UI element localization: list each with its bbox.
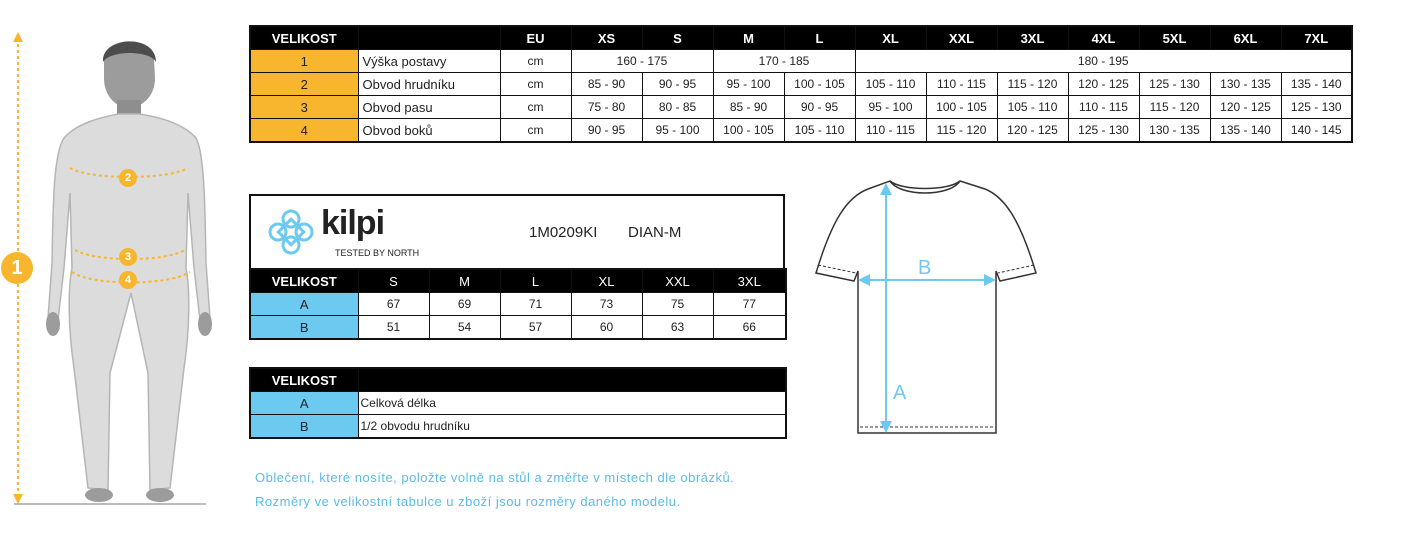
table-cell: 85 - 90: [713, 96, 784, 119]
row-description: 1/2 obvodu hrudníku: [358, 415, 786, 439]
product-code: 1M0209KI: [529, 224, 598, 241]
row-number: 3: [250, 96, 358, 119]
table-cell: 100 - 105: [713, 119, 784, 143]
height-range-xl-7xl: 180 - 195: [855, 50, 1352, 73]
table-cell: 130 - 135: [1210, 73, 1281, 96]
table-cell: 69: [429, 293, 500, 316]
table-cell: 51: [358, 316, 429, 340]
tshirt-diagram: [810, 175, 1045, 443]
table-cell: 115 - 120: [1139, 96, 1210, 119]
brand-tagline: TESTED BY NORTH: [335, 248, 420, 258]
table-cell: 60: [571, 316, 642, 340]
header-7xl: 7XL: [1281, 26, 1352, 50]
note-line-1: Oblečení, které nosíte, položte volně na stůl a změřte v místech dle obrázků.: [255, 470, 735, 485]
row-number: 1: [250, 50, 358, 73]
table-row: [250, 96, 1352, 119]
header-xxl: XXL: [926, 26, 997, 50]
table-cell: 75 - 80: [571, 96, 642, 119]
table-cell: 100 - 105: [784, 73, 855, 96]
table-cell: 95 - 100: [855, 96, 926, 119]
table-cell: 75: [642, 293, 713, 316]
table-cell: 73: [571, 293, 642, 316]
shirt-label-b: B: [918, 257, 932, 279]
header-blank: [358, 26, 500, 50]
table-cell: 67: [358, 293, 429, 316]
table-cell: 125 - 130: [1281, 96, 1352, 119]
table-cell: 120 - 125: [997, 119, 1068, 143]
table-cell: 140 - 145: [1281, 119, 1352, 143]
table-cell: 135 - 140: [1281, 73, 1352, 96]
row-label: Obvod pasu: [358, 96, 500, 119]
table-cell: 115 - 120: [926, 119, 997, 143]
brand-name: kilpi: [321, 204, 385, 242]
header-xl: XL: [571, 269, 642, 293]
header-5xl: 5XL: [1139, 26, 1210, 50]
table-row: [250, 293, 786, 316]
header-s: S: [358, 269, 429, 293]
header-xxl: XXL: [642, 269, 713, 293]
header-l: L: [784, 26, 855, 50]
table-row: [250, 119, 1352, 143]
row-unit: cm: [500, 73, 571, 96]
product-model: DIAN-M: [628, 224, 682, 241]
shirt-label-a: A: [893, 382, 907, 404]
row-label: A: [250, 392, 358, 415]
size-table: [249, 25, 1353, 143]
table-cell: 110 - 115: [926, 73, 997, 96]
header-blank: [358, 368, 786, 392]
celtic-knot-icon: [265, 206, 317, 258]
header-l: L: [500, 269, 571, 293]
header-s: S: [642, 26, 713, 50]
row-label: B: [250, 415, 358, 439]
legend-table-header: [250, 368, 786, 392]
table-cell: 95 - 100: [642, 119, 713, 143]
header-eu: EU: [500, 26, 571, 50]
table-cell: 54: [429, 316, 500, 340]
header-xl: XL: [855, 26, 926, 50]
brand-box: [249, 194, 785, 268]
row-unit: cm: [500, 119, 571, 143]
legend-table: [249, 367, 787, 439]
product-table-header: [250, 269, 786, 293]
table-cell: 95 - 100: [713, 73, 784, 96]
table-cell: 105 - 110: [997, 96, 1068, 119]
row-label: Obvod boků: [358, 119, 500, 143]
product-table: [249, 268, 787, 340]
table-cell: 77: [713, 293, 786, 316]
header-velikost: VELIKOST: [250, 26, 358, 50]
table-cell: 80 - 85: [642, 96, 713, 119]
table-cell: 90 - 95: [784, 96, 855, 119]
table-row: [250, 392, 786, 415]
table-cell: 125 - 130: [1139, 73, 1210, 96]
header-6xl: 6XL: [1210, 26, 1281, 50]
table-row: [250, 50, 1352, 73]
table-cell: 105 - 110: [784, 119, 855, 143]
height-range-m-l: 170 - 185: [713, 50, 855, 73]
marker-1: 1: [1, 252, 33, 284]
header-m: M: [429, 269, 500, 293]
marker-3: 3: [119, 248, 137, 266]
header-3xl: 3XL: [713, 269, 786, 293]
table-cell: 85 - 90: [571, 73, 642, 96]
row-number: 2: [250, 73, 358, 96]
note-line-2: Rozměry ve velikostní tabulce u zboží jsou rozměry daného modelu.: [255, 494, 681, 509]
table-cell: 115 - 120: [997, 73, 1068, 96]
table-cell: 130 - 135: [1139, 119, 1210, 143]
table-row: [250, 73, 1352, 96]
row-unit: cm: [500, 96, 571, 119]
header-velikost: VELIKOST: [250, 269, 358, 293]
header-xs: XS: [571, 26, 642, 50]
row-unit: cm: [500, 50, 571, 73]
row-number: 4: [250, 119, 358, 143]
row-label: A: [250, 293, 358, 316]
header-3xl: 3XL: [997, 26, 1068, 50]
row-label: B: [250, 316, 358, 340]
table-cell: 90 - 95: [642, 73, 713, 96]
table-cell: 90 - 95: [571, 119, 642, 143]
table-cell: 66: [713, 316, 786, 340]
table-cell: 120 - 125: [1210, 96, 1281, 119]
table-row: [250, 316, 786, 340]
header-velikost: VELIKOST: [250, 368, 358, 392]
height-range-xs-s: 160 - 175: [571, 50, 713, 73]
row-description: Celková délka: [358, 392, 786, 415]
table-cell: 110 - 115: [855, 119, 926, 143]
size-table-header: [250, 26, 1352, 50]
table-cell: 110 - 115: [1068, 96, 1139, 119]
header-4xl: 4XL: [1068, 26, 1139, 50]
table-cell: 57: [500, 316, 571, 340]
marker-4: 4: [119, 271, 137, 289]
table-cell: 63: [642, 316, 713, 340]
table-cell: 135 - 140: [1210, 119, 1281, 143]
row-label: Obvod hrudníku: [358, 73, 500, 96]
marker-2: 2: [119, 169, 137, 187]
table-cell: 125 - 130: [1068, 119, 1139, 143]
table-cell: 71: [500, 293, 571, 316]
table-row: [250, 415, 786, 439]
table-cell: 100 - 105: [926, 96, 997, 119]
row-label: Výška postavy: [358, 50, 500, 73]
table-cell: 105 - 110: [855, 73, 926, 96]
header-m: M: [713, 26, 784, 50]
table-cell: 120 - 125: [1068, 73, 1139, 96]
